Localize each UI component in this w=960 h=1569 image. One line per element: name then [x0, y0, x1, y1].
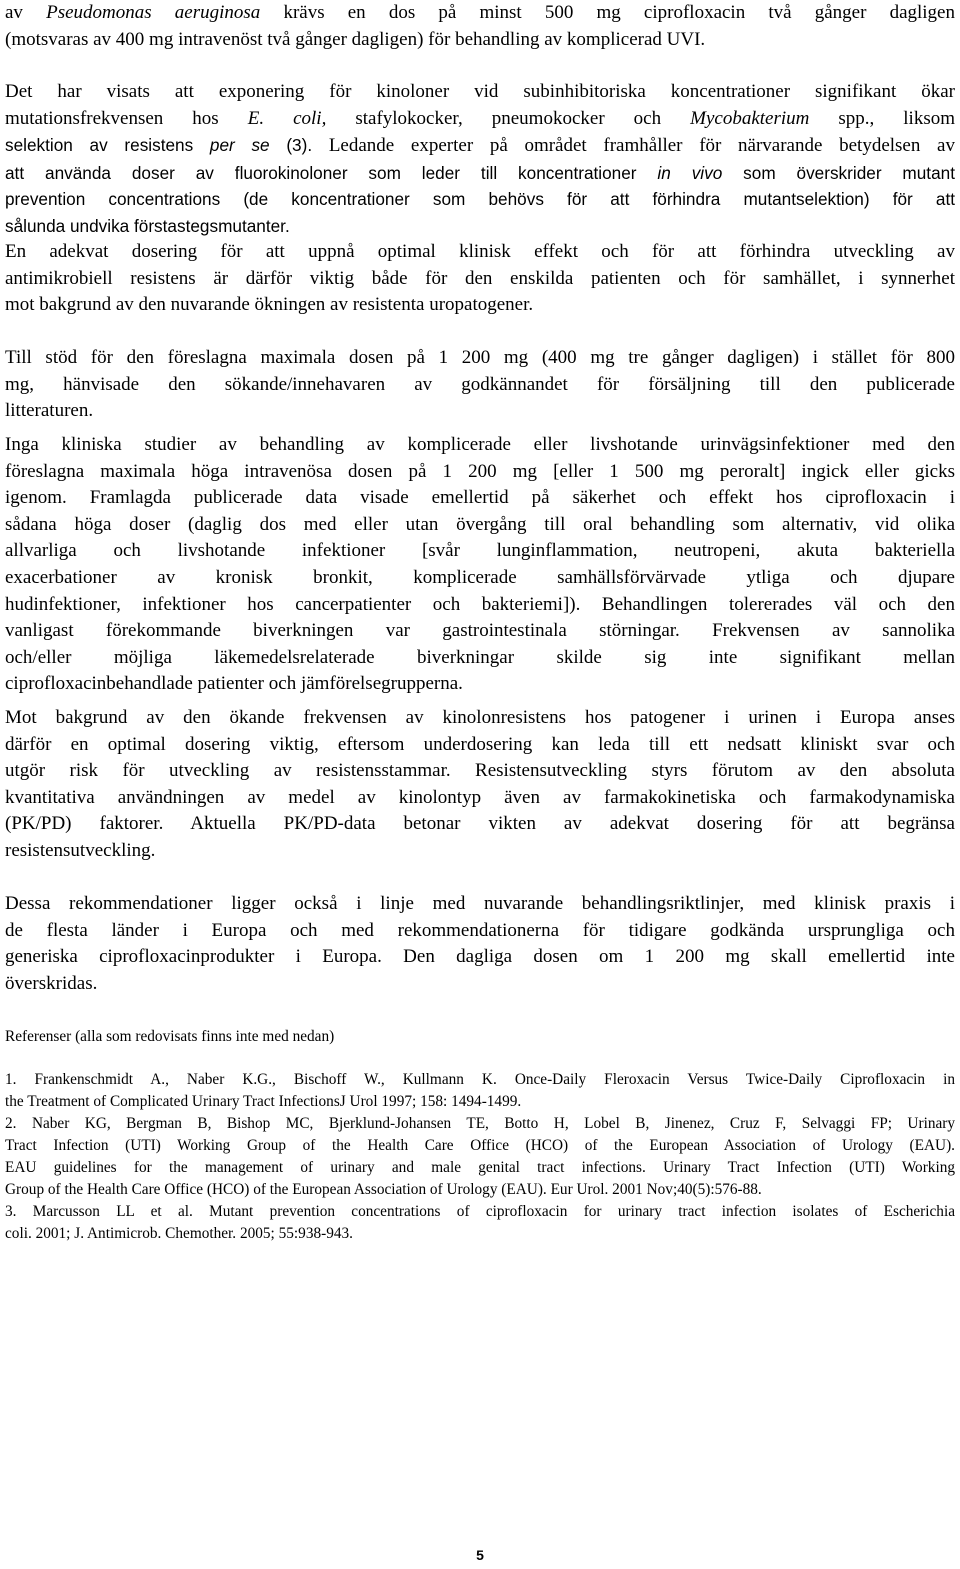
text-line: selektion av resistens per se (3). Ledande experter på området framhåller för närvarande betydelsen av: [5, 135, 955, 157]
text-line: sådana höga doser (daglig dos med eller utan övergång till oral behandling som alternativ, vid olika: [5, 513, 955, 535]
text-line: överskridas.: [5, 972, 98, 994]
text-line: de flesta länder i Europa och med rekommendationerna för tidigare godkända ursprungliga och: [5, 919, 955, 941]
paragraph-kinolonresistens: [5, 705, 955, 865]
text-line: vanligast förekommande biverkningen var gastrointestinala störningar. Frekvensen av sannolika: [5, 620, 955, 642]
text-line: ciprofloxacinbehandlade patienter och jämförelsegrupperna.: [5, 673, 463, 695]
text-line: Det har visats att exponering för kinoloner vid subinhibitoriska koncentrationer signifikant ökar: [5, 81, 955, 102]
text-line: (motsvaras av 400 mg intravenöst två gånger dagligen) för behandling av komplicerad UVI.: [5, 28, 706, 50]
text-line: litteraturen.: [5, 400, 94, 422]
text-line: (PK/PD) faktorer. Aktuella PK/PD-data betonar vikten av adekvat dosering för att begränsa: [5, 813, 955, 835]
reference-line: 2. Naber KG, Bergman B, Bishop MC, Bjerklund-Johansen TE, Botto H, Lobel B, Jinenez, Cruz F, Selvaggi FP; Urinary: [5, 1115, 955, 1132]
text-line: att använda doser av fluorokinoloner som leder till koncentrationer in vivo som överskrider mutant: [5, 162, 955, 183]
reference-line: Group of the Health Care Office (HCO) of the European Association of Urology (EAU). Eur Urol. 2001 Nov;40(5):576-88.: [5, 1181, 762, 1198]
text-line: igenom. Framlagda publicerade data visade emellertid på säkerhet och effekt hos ciprofloxacin i: [5, 487, 955, 509]
text-line: En adekvat dosering för att uppnå optimal klinisk effekt och för att förhindra utveckling av: [5, 241, 955, 262]
text-line: Dessa rekommendationer ligger också i linje med nuvarande behandlingsriktlinjer, med klinisk praxis i: [5, 893, 955, 914]
references-heading: Referenser (alla som redovisats finns inte med nedan): [5, 1028, 335, 1045]
reference-line: coli. 2001; J. Antimicrob. Chemother. 2005; 55:938-943.: [5, 1225, 353, 1242]
reference-line: 1. Frankenschmidt A., Naber K.G., Bischoff W., Kullmann K. Once-Daily Fleroxacin Versus Twice-Daily Ciprofloxacin in: [5, 1071, 955, 1088]
text-line: sålunda undvika förstastegsmutanter.: [5, 215, 290, 236]
text-line: därför en optimal dosering viktig, eftersom underdosering kan leda till ett nedsatt kliniskt svar och: [5, 733, 955, 755]
reference-line: 3. Marcusson LL et al. Mutant prevention concentrations of ciprofloxacin for urinary tract infection isolates of Escherichia: [5, 1203, 955, 1220]
text-line: utgör risk för utveckling av resistensstammar. Resistensutveckling styrs förutom av den absoluta: [5, 760, 955, 782]
paragraph-kinolon-exposure: [5, 79, 955, 240]
page-number: 5: [476, 1547, 484, 1563]
paragraph-adekvat-dosering: [5, 239, 955, 319]
text-line: Inga kliniska studier av behandling av komplicerade eller livshotande urinvägsinfektioner med den: [5, 434, 955, 455]
text-line: mg, hänvisade den sökande/innehavaren av godkännandet för försäljning till den publicerade: [5, 373, 955, 395]
text-line: mot bakgrund av den nuvarande ökningen av resistenta uropatogener.: [5, 294, 534, 316]
text-line: resistensutveckling.: [5, 839, 156, 861]
reference-line: EAU guidelines for the management of urinary and male genital tract infections. Urinary Tract Infection (UTI) Working: [5, 1159, 955, 1176]
text-line: föreslagna maximala höga intravenösa dosen på 1 200 mg [eller 1 500 mg peroralt] ingick eller gicks: [5, 460, 955, 482]
text-line: allvarliga och livshotande infektioner [svår lunginflammation, neutropeni, akuta bakteriella: [5, 540, 955, 562]
reference-line: the Treatment of Complicated Urinary Tract InfectionsJ Urol 1997; 158: 1494-1499.: [5, 1093, 522, 1110]
text-line: antimikrobiell resistens är därför viktig både för den enskilda patienten och för samhället, i synnerhet: [5, 267, 955, 289]
text-line: Mot bakgrund av den ökande frekvensen av kinolonresistens hos patogener i urinen i Europa anses: [5, 707, 955, 728]
text-line: generiska ciprofloxacinprodukter i Europa. Den dagliga dosen om 1 200 mg skall emellertid inte: [5, 946, 955, 968]
text-line: av Pseudomonas aeruginosa krävs en dos på minst 500 mg ciprofloxacin två gånger dagligen: [5, 2, 955, 23]
text-line: prevention concentrations (de koncentrationer som behövs för att förhindra mutantselektion) för att: [5, 189, 955, 210]
paragraph-pseudomonas-dose: [5, 0, 955, 53]
paragraph-kliniska-studier: [5, 432, 955, 698]
paragraph-rekommendationer: [5, 891, 955, 997]
text-line: och/eller möjliga läkemedelsrelaterade biverkningar skilde sig inte signifikant mellan: [5, 646, 955, 668]
text-line: exacerbationer av kronisk bronkit, komplicerade samhällsförvärvade ytliga och djupare: [5, 566, 955, 588]
reference-line: Tract Infection (UTI) Working Group of the Health Care Office (HCO) of the European Association of Urology (EAU).: [5, 1137, 955, 1154]
text-line: mutationsfrekvensen hos E. coli, stafylokocker, pneumokocker och Mycobakterium spp., liksom: [5, 107, 956, 129]
text-line: hudinfektioner, infektioner hos cancerpatienter och bakteriemi]). Behandlingen tolererades väl och den: [5, 593, 955, 615]
references-list: [5, 1069, 955, 1245]
text-line: kvantitativa användningen av medel av kinolontyp även av farmakokinetiska och farmakodynamiska: [5, 786, 955, 808]
text-line: Till stöd för den föreslagna maximala dosen på 1 200 mg (400 mg tre gånger dagligen) i stället för 800: [5, 347, 955, 368]
paragraph-maximal-dos: [5, 345, 955, 425]
